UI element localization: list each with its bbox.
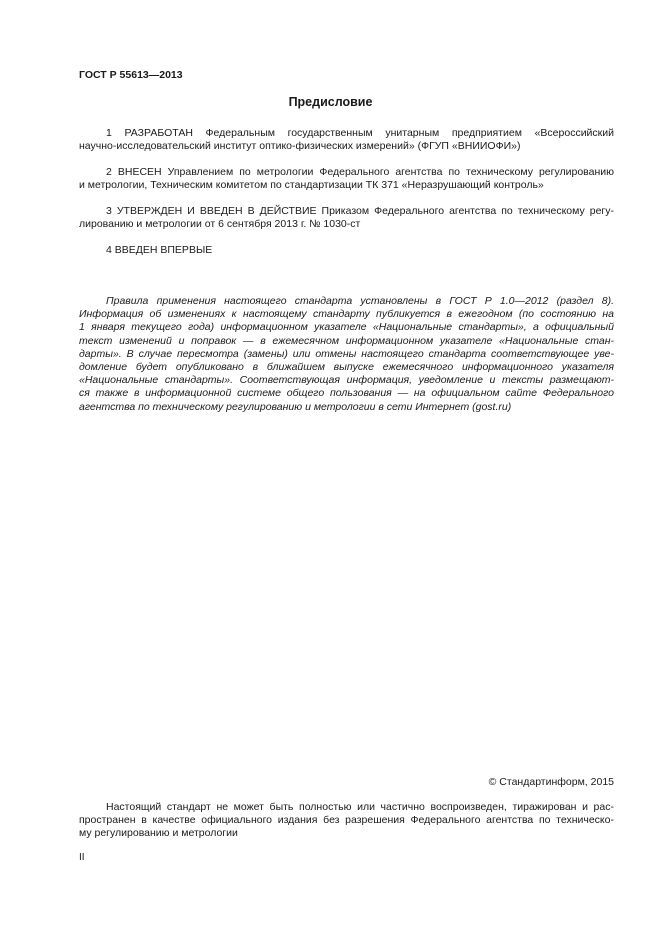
text-line: 3 УТВЕРЖДЕН И ВВЕДЕН В ДЕЙСТВИЕ Приказом Федерального агентства по техническому регу- (106, 205, 614, 217)
foreword-item-4 (79, 244, 614, 257)
text-line: 1 января текущего года) информационном указателе «Национальные стандарты», а официальный (79, 321, 614, 334)
text-line: лированию и метрологии от 6 сентября 2013 г. № 1030-ст (79, 218, 361, 231)
text-line: 1 РАЗРАБОТАН Федеральным государственным унитарным предприятием «Всероссийский (106, 127, 614, 139)
reproduction-rights-notice (79, 801, 614, 841)
text-line: Информация об изменениях к настоящему стандарту публикуется в ежегодном (по состоянию на (79, 308, 614, 321)
foreword-item-1 (79, 127, 614, 153)
text-line: 2 ВНЕСЕН Управлением по метрологии Федерального агентства по техническому регулированию (106, 166, 614, 178)
page-number: II (79, 852, 85, 863)
text-line: домление будет опубликовано в ближайшем выпуске ежемесячного информационного указателя (79, 361, 614, 374)
application-notice (79, 295, 614, 414)
text-line: Правила применения настоящего стандарта установлены в ГОСТ Р 1.0—2012 (раздел 8). (106, 295, 614, 307)
text-line: 4 ВВЕДЕН ВПЕРВЫЕ (106, 244, 213, 256)
foreword-item-3 (79, 205, 614, 231)
page-title: Предисловие (288, 95, 373, 109)
text-line: научно-исследовательский институт оптико-физических измерений» (ФГУП «ВНИИОФИ») (79, 140, 521, 153)
foreword-item-2 (79, 166, 614, 192)
text-line: и метрологии, Техническим комитетом по стандартизации ТК 371 «Неразрушающий контроль» (79, 179, 544, 192)
text-line: Настоящий стандарт не может быть полностью или частично воспроизведен, тиражирован и рас- (106, 801, 614, 813)
document-code: ГОСТ Р 55613—2013 (79, 69, 183, 81)
copyright-notice: © Стандартинформ, 2015 (488, 776, 614, 788)
text-line: дарты». В случае пересмотра (замены) или отмены настоящего стандарта соответствующее уве- (79, 347, 614, 360)
text-line: агентства по техническому регулированию и метрологии в сети Интернет (gost.ru) (79, 400, 512, 413)
text-line: «Национальные стандарты». Соответствующая информация, уведомление и тексты размещают- (79, 374, 614, 387)
text-line: му регулированию и метрологии (79, 827, 238, 840)
text-line: ся также в информационной системе общего пользования — на официальном сайте Федерального (79, 387, 614, 400)
text-line: текст изменений и поправок — в ежемесячном информационном указателе «Национальные стан- (79, 334, 614, 347)
text-line: пространен в качестве официального издания без разрешения Федерального агентства по техническо- (79, 814, 614, 827)
